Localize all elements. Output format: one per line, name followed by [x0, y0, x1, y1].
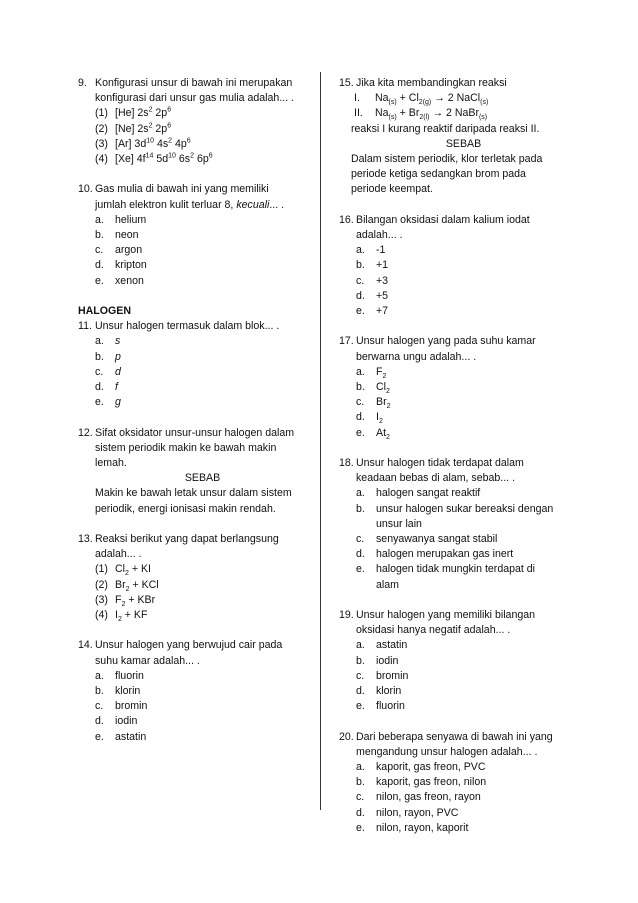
- option-b: [78, 684, 310, 699]
- option-e: [78, 395, 310, 410]
- question-stem: mengandung unsur halogen adalah... .: [356, 745, 538, 758]
- option-label: d.: [95, 381, 104, 394]
- superscript: 2: [148, 106, 153, 114]
- option-d: [339, 410, 571, 425]
- option-text: xenon: [115, 274, 144, 287]
- config-text: 5d: [153, 153, 169, 166]
- option-label: e.: [356, 426, 365, 439]
- option-label: c.: [356, 396, 365, 409]
- option-text: p: [115, 350, 121, 363]
- option-text: astatin: [115, 730, 147, 743]
- question-stem: Gas mulia di bawah ini yang memiliki: [95, 183, 269, 196]
- question-13: [78, 532, 310, 623]
- sebab-label: SEBAB: [184, 472, 221, 485]
- question-18: [339, 456, 571, 593]
- option-b: [339, 775, 571, 790]
- formula: I: [115, 609, 118, 622]
- question-stem: Jika kita membandingkan reaksi: [356, 77, 507, 89]
- question-number: 9.: [78, 77, 87, 89]
- question-stem: Unsur halogen termasuk dalam blok... .: [95, 320, 280, 333]
- question-stem: Unsur halogen tidak terdapat dalam: [356, 457, 524, 470]
- subscript: 2: [378, 418, 383, 426]
- formula: Br: [115, 578, 126, 591]
- option-text: s: [115, 335, 121, 348]
- option-b: [78, 350, 310, 365]
- reaction-2: [339, 106, 571, 121]
- option-4: [78, 152, 310, 167]
- question-19: [339, 608, 571, 714]
- option-text: senyawanya sangat stabil: [376, 533, 498, 546]
- question-stem: reaksi I kurang reaktif daripada reaksi II.: [351, 122, 540, 135]
- option-text: neon: [115, 229, 139, 242]
- option-label: e.: [95, 396, 104, 409]
- option-a: [339, 365, 571, 380]
- option-label: (1): [95, 563, 108, 576]
- question-stem: Konfigurasi unsur di bawah ini merupakan: [95, 77, 293, 89]
- subscript: 2: [125, 570, 129, 578]
- option-label: c.: [356, 669, 365, 682]
- option-text: -1: [376, 244, 386, 257]
- option-3: [78, 593, 310, 608]
- question-number: 10.: [78, 183, 93, 196]
- subscript: (s): [478, 114, 488, 122]
- formula: I: [376, 411, 379, 424]
- subscript: (s): [388, 99, 397, 107]
- question-stem: lemah.: [95, 457, 127, 470]
- question-12: [78, 426, 310, 517]
- question-stem: Unsur halogen yang memiliki bilangan: [356, 609, 536, 622]
- option-2: [78, 122, 310, 137]
- option-text: halogen tidak mungkin terdapat di: [376, 563, 536, 576]
- option-b: [78, 228, 310, 243]
- option-1: [78, 562, 310, 577]
- option-b: [339, 654, 571, 669]
- option-c: [339, 669, 571, 684]
- reaction-label: I.: [354, 92, 360, 105]
- formula: Br: [376, 396, 387, 409]
- option-2: [78, 578, 310, 593]
- option-label: a.: [356, 244, 365, 257]
- option-text: +7: [376, 305, 389, 318]
- question-17: [339, 334, 571, 440]
- question-stem: jumlah elektron kulit terluar 8,: [95, 198, 237, 211]
- option-label: (4): [95, 609, 108, 622]
- option-c: [78, 365, 310, 380]
- subscript: 2: [386, 433, 390, 441]
- superscript: 2: [190, 152, 194, 160]
- superscript: 10: [168, 152, 176, 160]
- reason-text: periode ketiga sedangkan brom pada: [351, 168, 526, 181]
- config-text: 2p: [152, 122, 168, 135]
- question-number: 18.: [339, 457, 354, 470]
- question-stem-emphasis: kecuali: [236, 198, 270, 211]
- option-c: [339, 395, 571, 410]
- option-label: (2): [95, 122, 108, 135]
- option-a: [339, 760, 571, 775]
- option-text: unsur halogen sukar bereaksi dengan: [376, 502, 554, 515]
- subscript: 2: [382, 372, 387, 380]
- option-a: [339, 638, 571, 653]
- question-stem: sistem periodik makin ke bawah makin: [95, 441, 277, 454]
- option-c: [339, 790, 571, 805]
- question-stem: konfigurasi dari unsur gas mulia adalah... .: [95, 92, 295, 105]
- formula: + KF: [121, 609, 148, 622]
- reaction-1: [339, 91, 571, 106]
- option-d: [339, 684, 571, 699]
- subscript: 2: [117, 616, 122, 624]
- question-stem: ... .: [269, 198, 285, 211]
- option-label: b.: [356, 776, 365, 789]
- option-e: [339, 304, 571, 319]
- superscript: 2: [148, 122, 153, 130]
- formula: F: [376, 365, 383, 378]
- option-label: e.: [356, 563, 365, 576]
- option-text: fluorin: [115, 669, 144, 682]
- question-stem: Dari beberapa senyawa di bawah ini yang: [356, 730, 553, 743]
- option-label: e.: [95, 730, 104, 743]
- option-e: [339, 426, 571, 441]
- option-text: kaporit, gas freon, PVC: [376, 761, 486, 774]
- option-label: e.: [356, 821, 365, 834]
- subscript: 2: [125, 585, 130, 593]
- option-label: c.: [356, 533, 365, 546]
- superscript: 6: [186, 137, 191, 145]
- option-e-cont: [339, 578, 571, 593]
- question-stem: berwarna ungu adalah... .: [356, 350, 477, 363]
- option-c: [339, 532, 571, 547]
- option-text: helium: [115, 213, 147, 226]
- option-text: nilon, rayon, PVC: [376, 806, 459, 819]
- option-label: c.: [95, 244, 104, 257]
- option-label: c.: [95, 365, 104, 378]
- question-20: [339, 730, 571, 836]
- subscript: 2: [386, 388, 390, 396]
- formula: Cl: [376, 381, 387, 394]
- option-label: b.: [95, 350, 104, 363]
- formula: → 2 NaBr: [429, 107, 479, 120]
- option-label: d.: [356, 685, 365, 698]
- option-label: e.: [356, 305, 365, 318]
- formula: + KBr: [125, 593, 156, 606]
- option-label: (1): [95, 107, 108, 120]
- question-number: 12.: [78, 426, 93, 439]
- config-text: 2p: [152, 107, 168, 120]
- question-stem: Unsur halogen yang berwujud cair pada: [95, 639, 283, 652]
- option-text: nilon, rayon, kaporit: [376, 821, 469, 834]
- config-text: 6p: [194, 153, 209, 166]
- question-number: 16.: [339, 213, 354, 226]
- option-text: bromin: [115, 700, 148, 713]
- option-label: d.: [356, 548, 365, 561]
- option-d: [339, 289, 571, 304]
- question-stem: Reaksi berikut yang dapat berlangsung: [95, 533, 279, 546]
- option-label: b.: [356, 381, 365, 394]
- option-text: halogen sangat reaktif: [376, 487, 481, 500]
- formula: Na: [375, 92, 389, 105]
- option-text: unsur lain: [376, 517, 422, 530]
- option-label: (3): [95, 137, 108, 150]
- option-text: argon: [115, 244, 143, 257]
- question-number: 13.: [78, 533, 93, 546]
- option-b-cont: [339, 517, 571, 532]
- option-b: [339, 380, 571, 395]
- option-text: fluorin: [376, 700, 405, 713]
- subscript: 2(l): [419, 114, 430, 122]
- option-a: [339, 243, 571, 258]
- option-b: [339, 258, 571, 273]
- option-label: d.: [95, 259, 104, 272]
- reason-text: Makin ke bawah letak unsur dalam sistem: [95, 487, 292, 500]
- question-stem: oksidasi hanya negatif adalah... .: [356, 624, 511, 637]
- option-text: klorin: [115, 685, 141, 698]
- option-text: +3: [376, 274, 389, 287]
- option-text: g: [115, 396, 121, 409]
- option-text: astatin: [376, 639, 408, 652]
- question-stem: suhu kamar adalah... .: [95, 654, 200, 667]
- config-text: [Ar] 3d: [115, 137, 147, 150]
- question-9: [78, 76, 310, 167]
- option-label: a.: [356, 487, 365, 500]
- option-label: a.: [95, 213, 104, 226]
- option-c: [78, 699, 310, 714]
- option-label: a.: [95, 669, 104, 682]
- option-text: iodin: [115, 715, 138, 728]
- question-number: 15.: [339, 77, 354, 89]
- option-label: b.: [95, 685, 104, 698]
- option-label: e.: [95, 274, 104, 287]
- question-10: [78, 182, 310, 288]
- option-label: c.: [356, 274, 365, 287]
- option-e: [78, 274, 310, 289]
- config-text: [He] 2s: [115, 107, 149, 120]
- option-text: +5: [376, 289, 389, 302]
- question-stem: adalah... .: [356, 229, 403, 242]
- formula: → 2 NaCl: [431, 92, 481, 105]
- reason-text: Dalam sistem periodik, klor terletak pada: [351, 153, 543, 166]
- right-column: [339, 76, 571, 851]
- option-d: [339, 806, 571, 821]
- question-stem: Unsur halogen yang pada suhu kamar: [356, 335, 536, 348]
- section-heading: HALOGEN: [78, 305, 131, 318]
- option-label: a.: [356, 639, 365, 652]
- question-number: 20.: [339, 730, 354, 743]
- question-number: 19.: [339, 609, 354, 622]
- superscript: 6: [167, 106, 172, 114]
- option-label: b.: [95, 229, 104, 242]
- option-label: a.: [95, 335, 104, 348]
- question-stem: Sifat oksidator unsur-unsur halogen dalam: [95, 426, 295, 439]
- option-b: [339, 502, 571, 517]
- formula: + KCl: [129, 578, 159, 591]
- option-d: [339, 547, 571, 562]
- option-d: [78, 380, 310, 395]
- config-text: 4p: [172, 137, 187, 150]
- option-e: [339, 821, 571, 836]
- option-text: +1: [376, 259, 389, 272]
- option-e: [78, 730, 310, 745]
- question-stem: adalah... .: [95, 548, 142, 561]
- formula: At: [376, 426, 387, 439]
- option-label: b.: [356, 259, 365, 272]
- option-label: (2): [95, 578, 108, 591]
- question-15: [339, 76, 571, 198]
- question-11: [78, 319, 310, 410]
- config-text: 6s: [175, 153, 191, 166]
- reason-text: periode keempat.: [351, 183, 433, 196]
- formula: + Br: [396, 107, 420, 120]
- question-number: 17.: [339, 335, 354, 348]
- option-label: a.: [356, 365, 365, 378]
- config-text: [Ne] 2s: [115, 122, 149, 135]
- subscript: 2(g): [418, 99, 432, 107]
- option-text: kaporit, gas freon, nilon: [376, 776, 487, 789]
- superscript: 10: [146, 137, 155, 145]
- subscript: 2: [386, 403, 391, 411]
- config-text: [Xe] 4f: [115, 153, 146, 166]
- superscript: 6: [167, 122, 172, 130]
- option-label: e.: [356, 700, 365, 713]
- formula: + KI: [128, 563, 152, 576]
- option-text: iodin: [376, 654, 399, 667]
- option-c: [78, 243, 310, 258]
- option-label: (3): [95, 593, 108, 606]
- option-text: klorin: [376, 685, 402, 698]
- option-4: [78, 608, 310, 623]
- option-3: [78, 137, 310, 152]
- option-a: [78, 334, 310, 349]
- formula: F: [115, 593, 122, 606]
- formula: Na: [375, 107, 389, 120]
- subscript: 2: [121, 600, 126, 608]
- option-label: b.: [356, 654, 365, 667]
- option-text: alam: [376, 578, 399, 591]
- question-stem: Bilangan oksidasi dalam kalium iodat: [356, 213, 530, 226]
- reaction-label: II.: [354, 107, 363, 120]
- question-stem: keadaan bebas di alam, sebab... .: [356, 472, 516, 485]
- option-label: c.: [95, 700, 104, 713]
- question-number: 14.: [78, 639, 93, 652]
- option-label: d.: [356, 289, 365, 302]
- option-1: [78, 106, 310, 121]
- option-c: [339, 274, 571, 289]
- option-e: [339, 562, 571, 577]
- left-column: [78, 76, 310, 760]
- option-label: c.: [356, 791, 365, 804]
- question-number: 11.: [78, 320, 92, 333]
- option-a: [78, 669, 310, 684]
- config-text: 4s: [154, 137, 169, 150]
- subscript: (s): [480, 99, 489, 107]
- question-14: [78, 638, 310, 744]
- option-text: kripton: [115, 259, 147, 272]
- option-text: f: [115, 381, 118, 394]
- option-e: [339, 699, 571, 714]
- column-divider: [320, 72, 321, 810]
- reason-text: periodik, energi ionisasi makin rendah.: [95, 502, 276, 515]
- option-label: d.: [95, 715, 104, 728]
- superscript: 2: [168, 137, 173, 145]
- superscript: 6: [208, 152, 213, 160]
- option-d: [78, 258, 310, 273]
- option-text: halogen merupakan gas inert: [376, 548, 514, 561]
- option-label: d.: [356, 806, 365, 819]
- sebab-label: SEBAB: [445, 137, 482, 150]
- subscript: (s): [388, 114, 397, 122]
- option-label: b.: [356, 502, 365, 515]
- superscript: 14: [145, 152, 154, 160]
- option-a: [339, 486, 571, 501]
- formula: Cl: [115, 563, 126, 576]
- option-text: d: [115, 365, 121, 378]
- option-label: d.: [356, 411, 365, 424]
- option-a: [78, 213, 310, 228]
- option-text: nilon, gas freon, rayon: [376, 791, 481, 804]
- question-16: [339, 213, 571, 319]
- option-d: [78, 714, 310, 729]
- option-label: a.: [356, 761, 365, 774]
- option-text: bromin: [376, 669, 409, 682]
- formula: + Cl: [396, 92, 419, 105]
- option-label: (4): [95, 153, 108, 166]
